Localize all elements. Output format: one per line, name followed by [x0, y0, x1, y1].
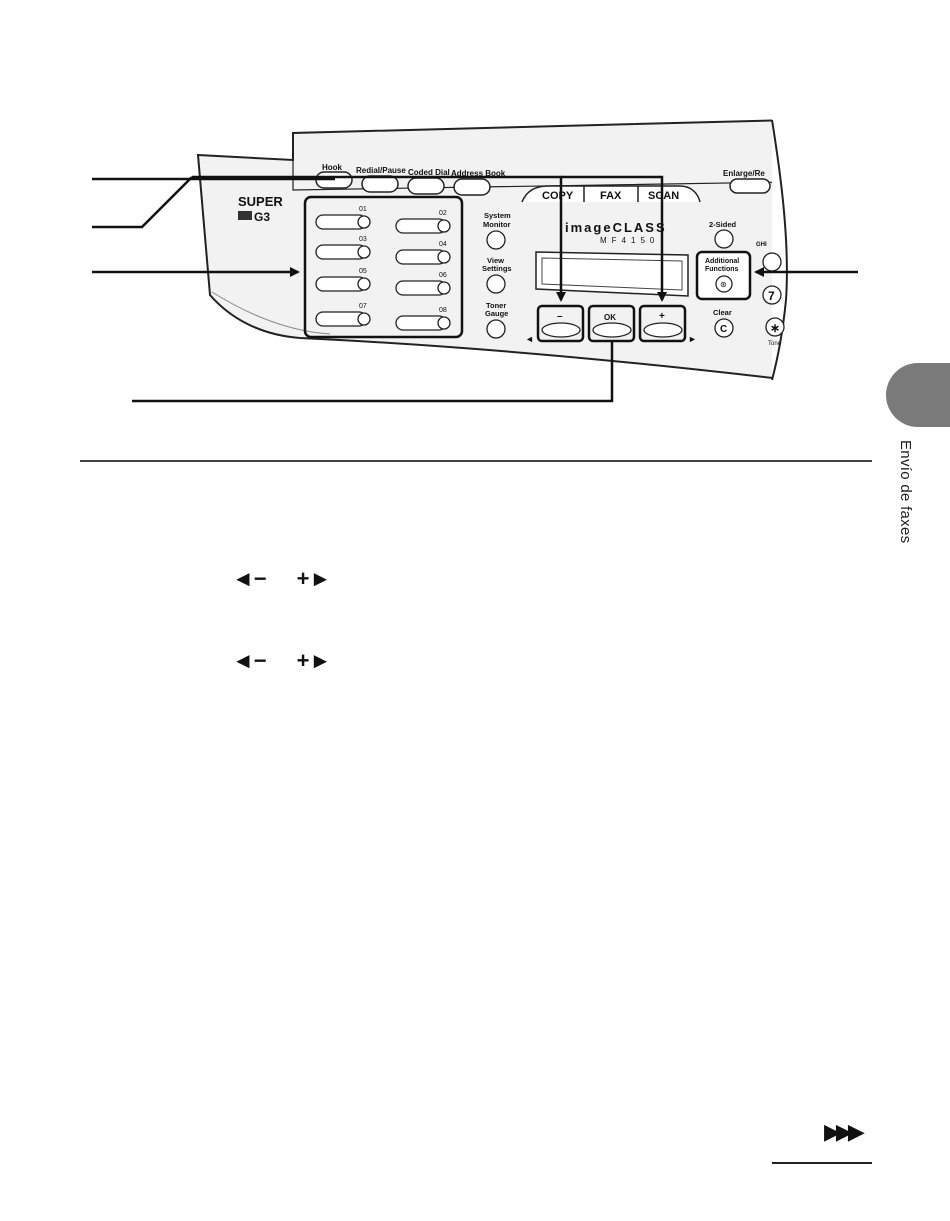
one-touch-key-label: 04 [439, 241, 447, 248]
address-book-label: Address Book [451, 169, 506, 178]
logo-super: SUPER [238, 194, 283, 209]
key-star-label: ∗ [770, 321, 781, 335]
continue-arrows-icon: ▶▶▶ [824, 1119, 860, 1144]
step-keys-row-1 [232, 566, 331, 592]
model-number: MF4150 [600, 236, 660, 245]
redial-pause-label: Redial/Pause [356, 166, 406, 175]
logo-g3: G3 [254, 210, 271, 224]
toner-gauge-label-2: Gauge [485, 309, 509, 318]
additional-label-1: Additional [705, 258, 740, 265]
mode-tab-scan[interactable]: SCAN [648, 190, 680, 202]
additional-functions-icon: ⊛ [720, 280, 727, 289]
callout-line-coded-dial [92, 177, 192, 227]
one-touch-key-label: 01 [359, 206, 367, 213]
key-7[interactable] [763, 286, 781, 304]
left-arrow-icon: ◄ [525, 334, 534, 344]
chapter-tab-label: Envío de faxes [897, 440, 914, 544]
coded-dial-label: Coded Dial [408, 168, 450, 177]
left-minus-icon: ◄− [232, 566, 267, 591]
plus-right-icon: +► [296, 648, 332, 673]
left-minus-icon: ◄− [232, 648, 267, 673]
view-settings-label-1: View [487, 256, 504, 265]
key-ghi-label: GHI [756, 242, 767, 248]
two-sided-label: 2-Sided [709, 220, 737, 229]
toner-gauge-label-1: Toner [486, 301, 507, 310]
tone-label: Tone [768, 341, 782, 347]
key-7-label: 7 [768, 289, 775, 303]
key-star[interactable] [766, 318, 784, 336]
plus-label: + [659, 311, 665, 322]
one-touch-key-label: 02 [439, 210, 447, 217]
mode-tab-copy[interactable]: COPY [542, 190, 574, 202]
control-panel-illustration [0, 0, 950, 420]
system-monitor-label-2: Monitor [483, 220, 511, 229]
mode-tab-fax[interactable]: FAX [600, 190, 622, 202]
footer-rule [772, 1162, 872, 1164]
key-4[interactable] [763, 253, 781, 271]
section-divider [80, 460, 872, 462]
enlarge-reduce-label: Enlarge/Re [723, 169, 765, 178]
one-touch-key-label: 05 [359, 268, 367, 275]
one-touch-key-label: 08 [439, 307, 447, 314]
ok-label: OK [604, 313, 616, 322]
additional-functions-button[interactable] [697, 252, 750, 299]
one-touch-key-label: 03 [359, 236, 367, 243]
one-touch-key-label: 06 [439, 272, 447, 279]
step-keys-row-2 [232, 648, 331, 674]
additional-label-2: Functions [705, 266, 739, 273]
one-touch-key-label: 07 [359, 303, 367, 310]
minus-label: – [557, 311, 563, 322]
clear-key-label: C [720, 324, 728, 335]
right-arrow-icon: ► [688, 334, 697, 344]
clear-label: Clear [713, 308, 732, 317]
plus-right-icon: +► [296, 566, 332, 591]
view-settings-label-2: Settings [482, 264, 512, 273]
chapter-tab [886, 363, 950, 427]
panel-body [198, 120, 790, 380]
brand-imageclass: imageCLASS [565, 220, 667, 235]
system-monitor-label-1: System [484, 211, 511, 220]
hook-label: Hook [322, 163, 342, 172]
